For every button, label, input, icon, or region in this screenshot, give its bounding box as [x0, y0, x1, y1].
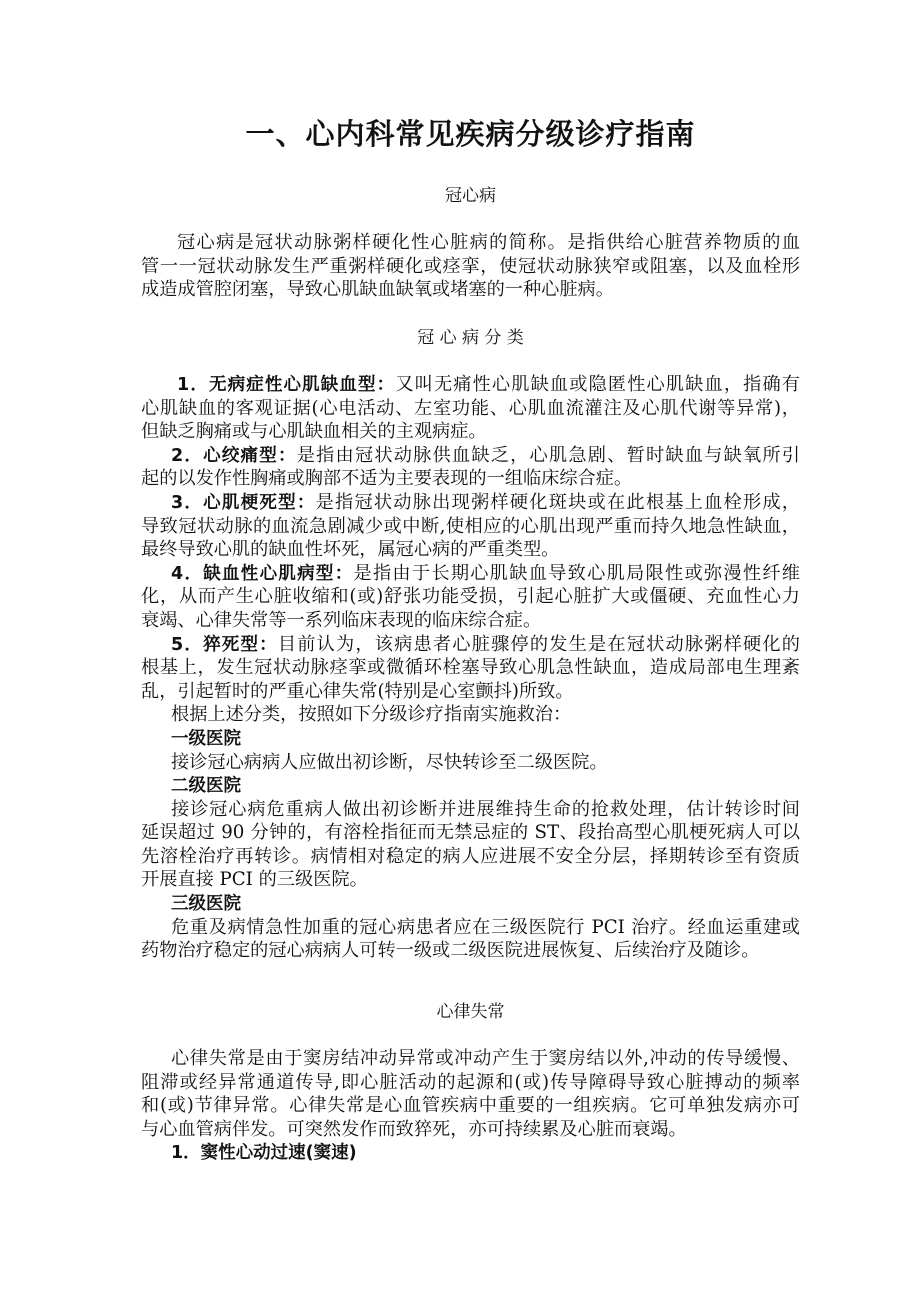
bold-label: 2．心绞痛型： — [171, 445, 297, 466]
line-text: 心律失常是由于窦房结冲动异常或冲动产生于窦房结以外,冲动的传导缓慢、 — [171, 1048, 800, 1069]
line-text: 成造成管腔闭塞，导致心肌缺血缺氧或堵塞的一种心脏病。 — [141, 279, 614, 301]
text-line — [141, 420, 800, 444]
text-line — [141, 845, 800, 869]
line-text: 心肌缺血的客观证据(心电活动、左室功能、心肌血流灌注及心肌代谢等异常)， — [141, 397, 800, 419]
line-text: 和(或)节律异常。心律失常是心血管疾病中重要的一组疾病。它可单独发病亦可 — [141, 1095, 800, 1117]
bold-label: 3．心肌梗死型： — [171, 492, 316, 513]
line-text: 药物治疗稳定的冠心病病人可转一级或二级医院进展恢复、后续治疗及随诊。 — [141, 940, 760, 962]
text-line — [141, 467, 800, 491]
line-text: 但缺乏胸痛或与心肌缺血相关的主观病症。 — [141, 421, 487, 443]
line-text: 又叫无痛性心肌缺血或隐匿性心肌缺血，指确有 — [395, 374, 800, 395]
line-text: 根据上述分类，按照如下分级诊疗指南实施救治： — [171, 704, 572, 726]
text-line — [141, 373, 800, 397]
line-text: 目前认为，该病患者心脏骤停的发生是在冠状动脉粥样硬化的 — [277, 633, 800, 655]
text-line — [141, 562, 800, 586]
text-line — [141, 1094, 800, 1118]
bold-label: 二级医院 — [171, 776, 241, 797]
bold-label: 5．猝死型： — [171, 634, 278, 655]
document-title: 一、心内科常见疾病分级诊疗指南 — [245, 117, 696, 151]
line-text: 根基上，发生冠状动脉痉挛或微循环栓塞导致心肌急性缺血，造成局部电生理紊 — [141, 657, 800, 679]
line-text: 是指冠状动脉出现粥样硬化斑块或在此根基上血栓形成， — [315, 491, 800, 513]
line-text: 与心血管病伴发。可突然发作而致猝死，亦可持续累及心脏而衰竭。 — [141, 1118, 687, 1140]
text-line — [141, 727, 800, 751]
text-line — [141, 231, 800, 255]
text-line — [141, 774, 800, 798]
line-text: 接诊冠心病危重病人做出初诊断并进展维持生命的抢救处理，估计转诊时间 — [171, 798, 800, 820]
text-line — [141, 397, 800, 421]
bold-label: 一级医院 — [171, 728, 241, 749]
line-text: 危重及病情急性加重的冠心病患者应在三级医院行 PCI 治疗。经血运重建或 — [171, 916, 800, 938]
text-line — [141, 278, 800, 302]
text-line — [141, 798, 800, 822]
line-text: 最终导致心肌的缺血性坏死，属冠心病的严重类型。 — [141, 539, 560, 561]
text-line — [141, 680, 800, 704]
line-text: 是指由于长期心肌缺血导致心肌局限性或弥漫性纤维 — [353, 562, 800, 584]
text-line — [141, 633, 800, 657]
text-line — [141, 703, 800, 727]
text-line — [141, 868, 800, 892]
bold-label: 三级医院 — [171, 894, 241, 915]
bold-label: 1．窦性心动过速(窦速) — [171, 1143, 357, 1164]
line-text: 化，从而产生心脏收缩和(或)舒张功能受损，引起心脏扩大或僵硬、充血性心力 — [141, 586, 800, 608]
text-line — [141, 255, 800, 279]
text-line — [141, 585, 800, 609]
section-heading: 冠心病 — [445, 186, 496, 206]
text-line — [141, 1047, 800, 1071]
text-line — [141, 1071, 800, 1095]
bold-label: 1．无病症性心肌缺血型： — [177, 375, 396, 395]
line-text: 开展直接 PCI 的三级医院。 — [141, 869, 368, 891]
text-block — [141, 373, 800, 963]
line-text: 接诊冠心病病人应做出初诊断，尽快转诊至二级医院。 — [171, 751, 608, 773]
text-line — [141, 821, 800, 845]
line-text: 阻滞或经异常通道传导,即心脏活动的起源和(或)传导障碍导致心脏搏动的频率 — [141, 1071, 800, 1093]
text-line — [141, 515, 800, 539]
line-text: 先溶栓治疗再转诊。病情相对稳定的病人应进展不安全分层，择期转诊至有资质 — [141, 845, 800, 867]
line-text: 乱，引起暂时的严重心律失常(特别是心室颤抖)所致。 — [141, 680, 574, 702]
line-text: 冠心病是冠状动脉粥样硬化性心脏病的简称。是指供给心脏营养物质的血 — [177, 232, 800, 253]
text-block — [141, 1047, 800, 1165]
text-line — [141, 1118, 800, 1142]
line-text: 起的以发作性胸痛或胸部不适为主要表现的一组临床综合症。 — [141, 468, 633, 490]
text-line — [141, 939, 800, 963]
line-text: 导致冠状动脉的血流急剧减少或中断,使相应的心肌出现严重而持久地急性缺血， — [141, 515, 800, 537]
subsection-heading: 冠 心 病 分 类 — [417, 328, 524, 348]
text-line — [141, 1141, 800, 1165]
bold-label: 4．缺血性心肌病型： — [171, 563, 354, 584]
line-text: 是指由冠状动脉供血缺乏，心肌急剧、暂时缺血与缺氧所引 — [296, 444, 800, 466]
text-line — [141, 491, 800, 515]
line-text: 衰竭、心律失常等一系列临床表现的临床综合症。 — [141, 609, 542, 631]
text-line — [141, 656, 800, 680]
text-line — [141, 538, 800, 562]
text-block — [141, 231, 800, 302]
line-text: 管一一冠状动脉发生严重粥样硬化或痉挛，使冠状动脉狭窄或阻塞，以及血栓形 — [141, 255, 800, 277]
text-line — [141, 916, 800, 940]
text-line — [141, 444, 800, 468]
section-heading: 心律失常 — [436, 1002, 505, 1022]
line-text: 延误超过 90 分钟的，有溶栓指征而无禁忌症的 ST、段抬高型心肌梗死病人可以 — [141, 822, 800, 844]
text-line — [141, 892, 800, 916]
text-line — [141, 609, 800, 633]
text-line — [141, 751, 800, 775]
